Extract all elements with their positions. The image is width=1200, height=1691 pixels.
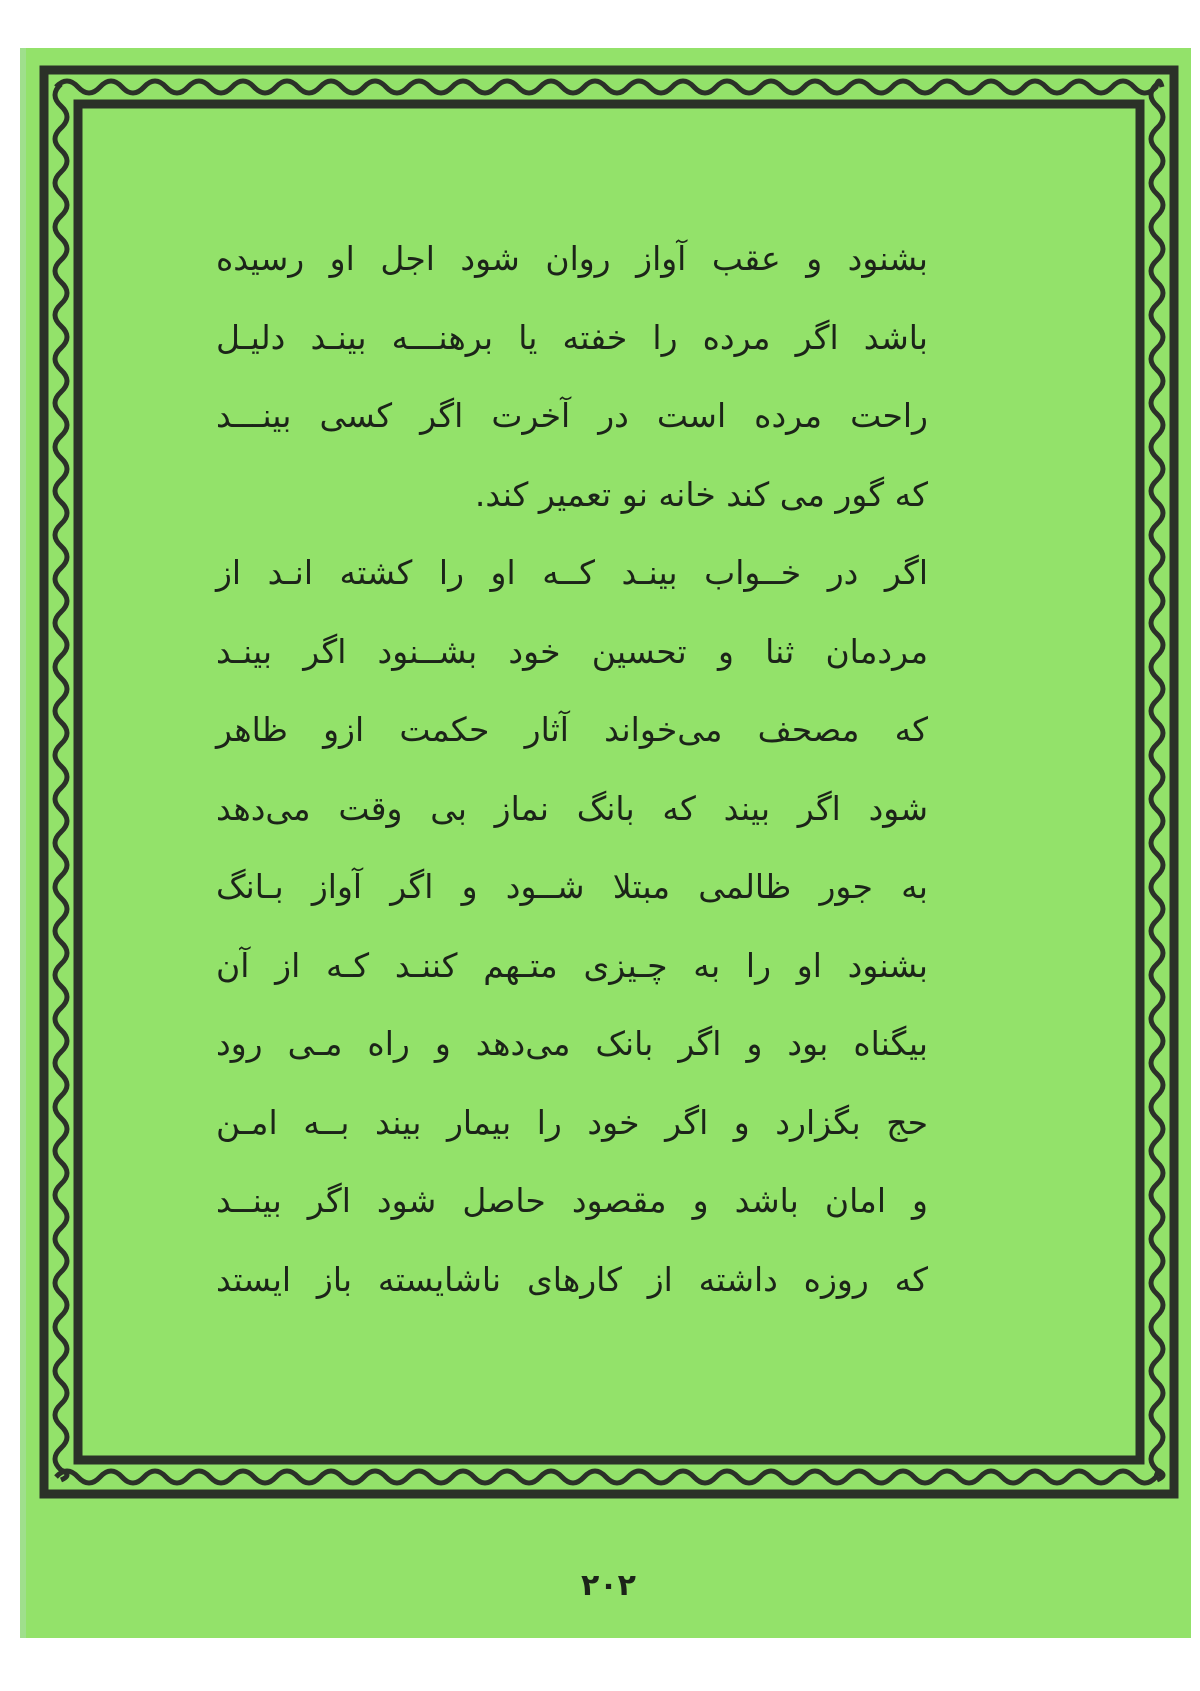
text-line: بشنود او را به چـیزی متـهم کننـد کـه از آن xyxy=(216,945,928,985)
book-page xyxy=(20,48,1191,1638)
text-line: که گور می کند خانه نو تعمیر کند. xyxy=(474,474,928,514)
text-line: که مصحف می‌خواند آثار حکمت ازو ظاهر xyxy=(216,710,928,749)
text-line: باشد اگر مرده را خفته یا برهنـــه بینـد دلیـل xyxy=(216,317,928,357)
text-line: و امان باشد و مقصود حاصل شود اگر بینــد xyxy=(216,1181,928,1220)
page-number: ۲۰۲ xyxy=(581,1568,636,1603)
text-line: راحت مرده است در آخرت اگر کسی بینـــد xyxy=(216,396,928,435)
text-line: مردمان ثنا و تحسین خود بشــنود اگر بینـد xyxy=(216,631,928,671)
body-text xyxy=(216,220,928,1319)
text-line: بیگناه بود و اگر بانک می‌دهد و راه مـی رود xyxy=(216,1024,928,1063)
text-line: اگر در خــواب بینـد کــه او را کشته انـد از xyxy=(216,553,928,592)
text-line: حج بگزارد و اگر خود را بیمار بیند بــه امـن xyxy=(216,1102,928,1142)
text-line: بشنود و عقب آواز روان شود اجل او رسیده xyxy=(216,239,928,278)
text-line: به جور ظالمی مبتلا شــود و اگر آواز بـانگ xyxy=(216,867,928,906)
text-line: که روزه داشته از کارهای ناشایسته باز ایستد xyxy=(216,1259,928,1299)
text-line: شود اگر بیند که بانگ نماز بی وقت می‌دهد xyxy=(216,788,928,828)
